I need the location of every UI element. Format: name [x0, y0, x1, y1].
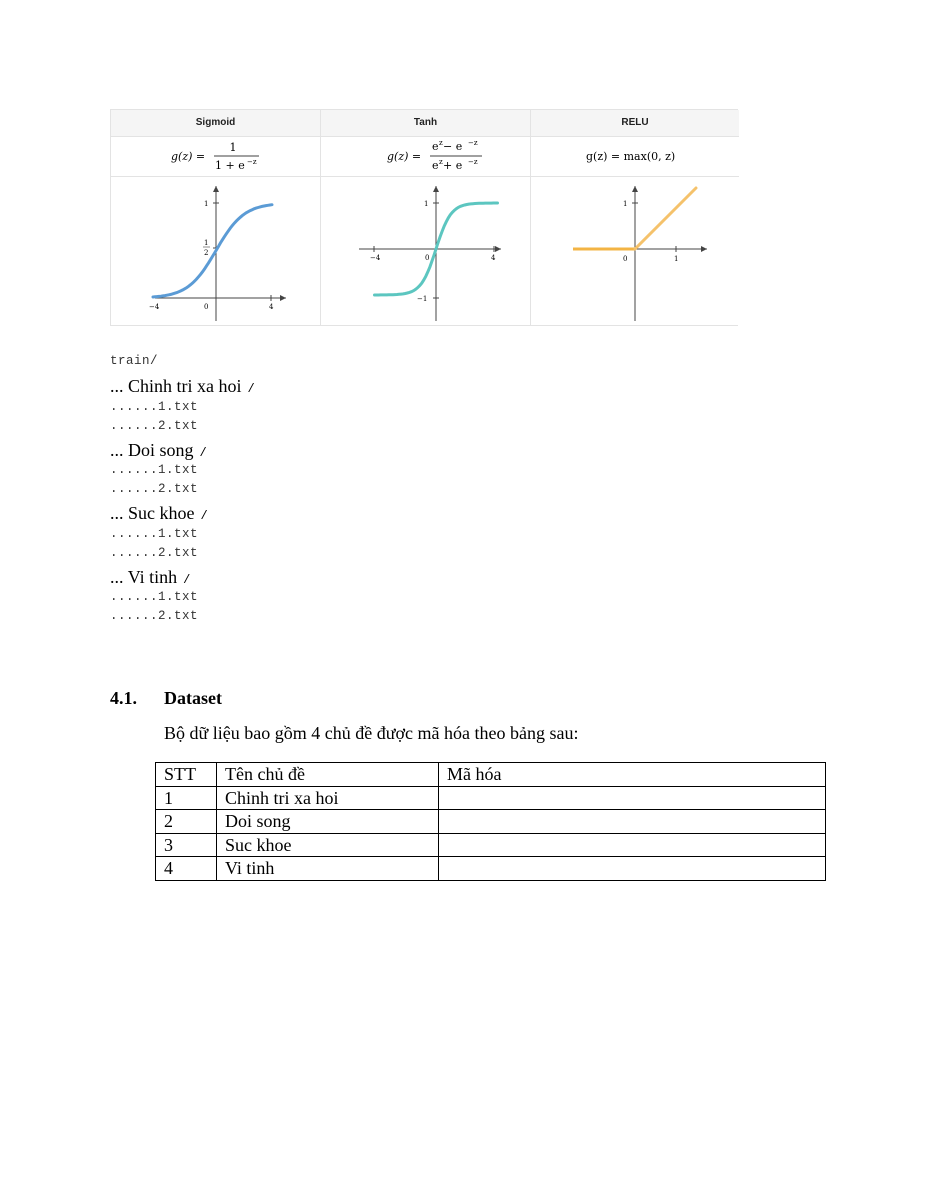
sigmoid-curve — [153, 205, 272, 297]
tree-folder — [110, 567, 190, 588]
sigmoid-plot — [111, 176, 320, 326]
tree-folder — [110, 376, 255, 397]
cell-stt: 4 — [156, 857, 217, 881]
tanh-formula-den-sup2: −z — [468, 158, 478, 166]
table-row — [156, 833, 826, 857]
folder-prefix: ... — [110, 440, 128, 460]
tanh-formula-den-sup1: z — [439, 158, 443, 166]
tree-file: ......2.txt — [110, 419, 199, 433]
tanh-formula — [321, 136, 530, 177]
folder-name: Vi tinh — [127, 567, 178, 587]
cell-topic: Vi tinh — [217, 857, 439, 881]
tree-folder — [110, 503, 208, 524]
sigmoid-formula-lhs: g(z) = — [171, 150, 206, 163]
relu-formula-text: g(z) = max(0, z) — [586, 150, 676, 163]
sigmoid-tick-x-0: 0 — [204, 303, 209, 311]
tree-file: ......1.txt — [110, 400, 199, 414]
header-cell-topic: Tên chủ đề — [217, 763, 439, 787]
header-cell-stt: STT — [156, 763, 217, 787]
relu-tick-x-0: 0 — [623, 255, 628, 263]
cell-code — [439, 857, 826, 881]
sigmoid-header: Sigmoid — [111, 110, 320, 137]
tree-file: ......2.txt — [110, 609, 199, 623]
tanh-tick-y-neg1: −1 — [417, 295, 428, 303]
tanh-formula-lhs: g(z) = — [387, 150, 422, 163]
folder-name: Doi song — [128, 440, 194, 460]
cell-stt: 3 — [156, 833, 217, 857]
sigmoid-column — [111, 110, 321, 325]
tanh-formula-num-mid: − e — [443, 140, 463, 153]
tanh-tick-y-1: 1 — [424, 200, 429, 208]
relu-formula — [531, 136, 739, 177]
cell-topic: Chinh tri xa hoi — [217, 786, 439, 810]
cell-stt: 2 — [156, 810, 217, 834]
folder-name: Suc khoe — [128, 503, 195, 523]
table-row — [156, 857, 826, 881]
table-header-row — [156, 763, 826, 787]
tanh-tick-x-neg4: −4 — [370, 254, 381, 262]
tree-file: ......2.txt — [110, 546, 199, 560]
folder-slash: / — [199, 446, 207, 460]
folder-slash: / — [200, 509, 208, 523]
tanh-formula-num-sup1: z — [439, 139, 443, 147]
activation-table — [110, 109, 738, 326]
cell-topic: Suc khoe — [217, 833, 439, 857]
sigmoid-formula-numerator: 1 — [229, 141, 237, 154]
tanh-header: Tanh — [321, 110, 530, 137]
sigmoid-formula-denominator: 1 + e — [215, 159, 245, 172]
section-description: Bộ dữ liệu bao gồm 4 chủ đề được mã hóa theo bảng sau: — [164, 723, 579, 743]
section-title: Dataset — [164, 688, 222, 708]
sigmoid-tick-y-half-num: 1 — [204, 239, 209, 247]
tanh-plot — [321, 176, 530, 326]
tanh-tick-x-4: 4 — [491, 254, 496, 262]
sigmoid-tick-x-4: 4 — [269, 303, 274, 311]
tree-root: train/ — [110, 354, 159, 368]
tanh-column — [321, 110, 531, 325]
cell-code — [439, 786, 826, 810]
cell-code — [439, 833, 826, 857]
folder-prefix: ... — [110, 503, 128, 523]
sigmoid-tick-x-neg4: −4 — [149, 303, 160, 311]
folder-slash: / — [247, 382, 255, 396]
tanh-formula-den-e1: e — [432, 159, 439, 172]
tree-file: ......1.txt — [110, 590, 199, 604]
folder-prefix: ... — [110, 376, 128, 396]
tanh-formula-num-sup2: −z — [468, 139, 478, 147]
header-cell-code: Mã hóa — [439, 763, 826, 787]
sigmoid-tick-y-half-den: 2 — [204, 249, 209, 257]
relu-plot — [531, 176, 739, 326]
table-row — [156, 810, 826, 834]
relu-tick-x-1: 1 — [674, 255, 679, 263]
topic-table — [155, 762, 826, 881]
cell-stt: 1 — [156, 786, 217, 810]
relu-tick-y-1: 1 — [623, 200, 628, 208]
section-number: 4.1. — [110, 688, 137, 708]
tree-file: ......1.txt — [110, 527, 199, 541]
folder-name: Chinh tri xa hoi — [128, 376, 242, 396]
folder-prefix: ... — [110, 567, 128, 587]
tanh-formula-num-e1: e — [432, 140, 439, 153]
table-row — [156, 786, 826, 810]
sigmoid-formula-exponent: −z — [247, 158, 257, 166]
cell-code — [439, 810, 826, 834]
tree-file: ......1.txt — [110, 463, 199, 477]
relu-positive-segment — [635, 188, 696, 249]
relu-header: RELU — [531, 110, 739, 137]
tanh-formula-den-mid: + e — [443, 159, 463, 172]
tanh-tick-x-0: 0 — [425, 254, 430, 262]
tree-folder — [110, 440, 207, 461]
relu-column — [531, 110, 739, 325]
folder-slash: / — [183, 573, 191, 587]
sigmoid-tick-y-1: 1 — [204, 200, 209, 208]
sigmoid-formula — [111, 136, 320, 177]
cell-topic: Doi song — [217, 810, 439, 834]
tree-file: ......2.txt — [110, 482, 199, 496]
